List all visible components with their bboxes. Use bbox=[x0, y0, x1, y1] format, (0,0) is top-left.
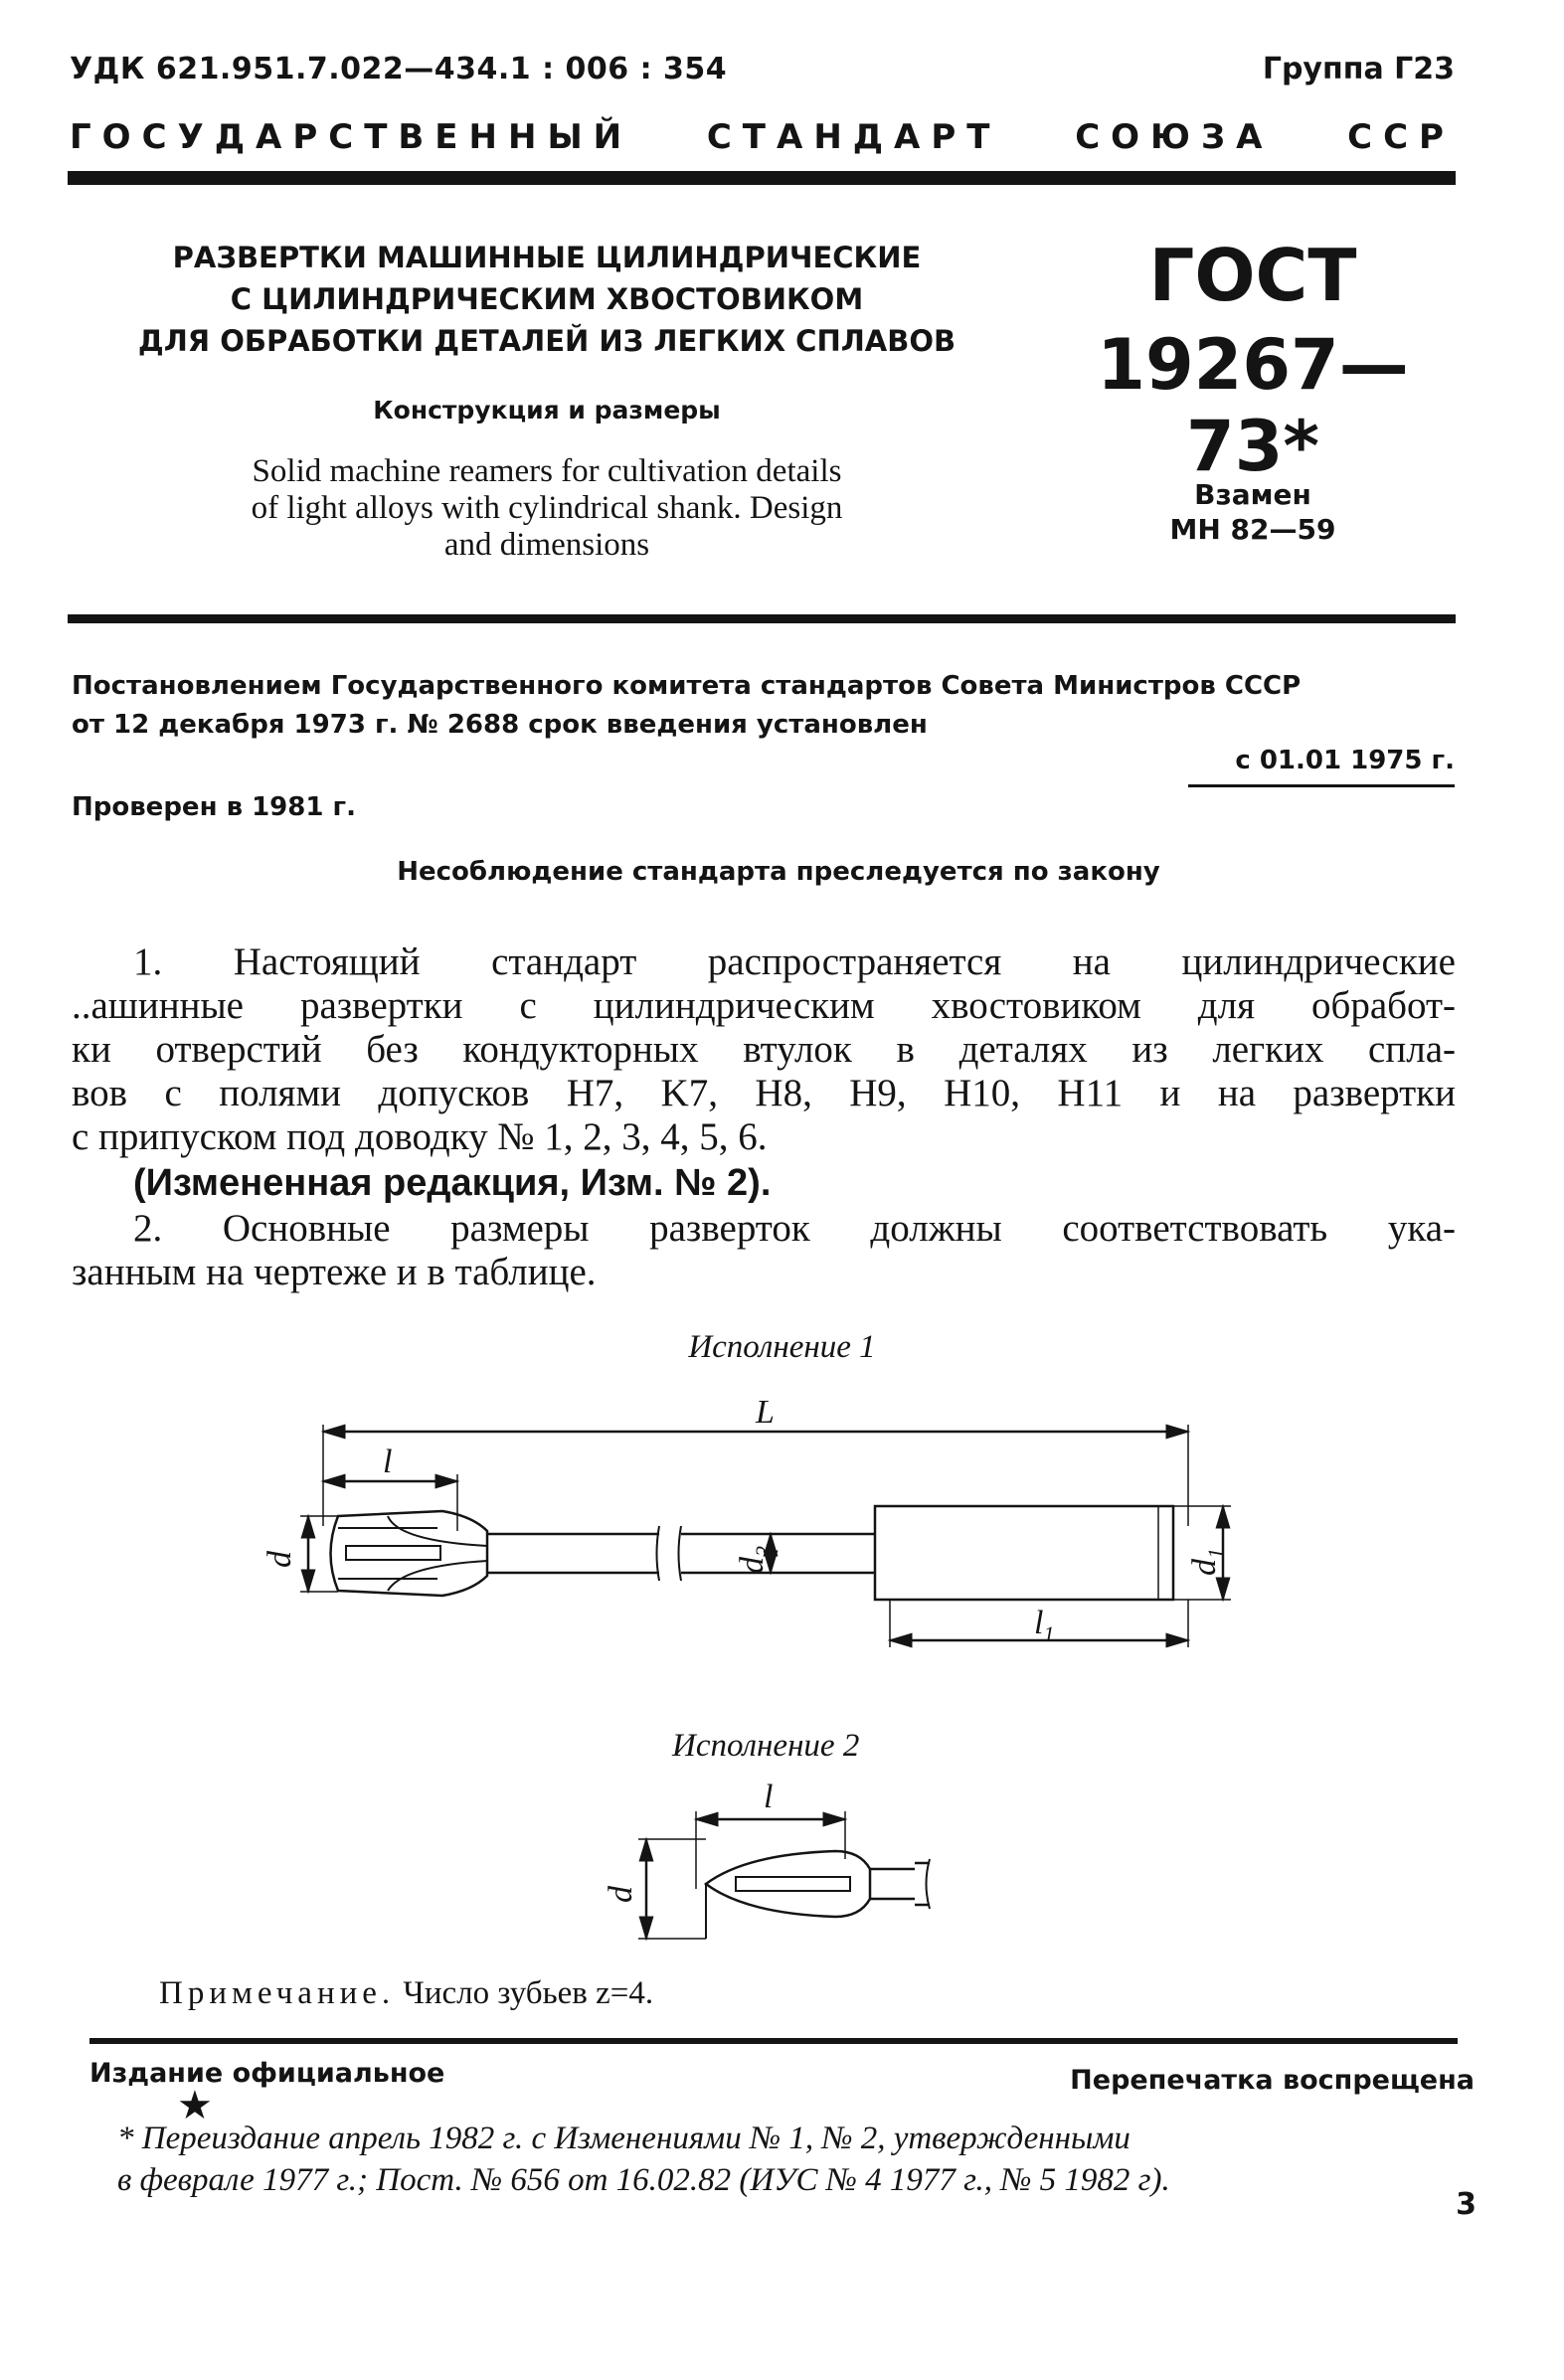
replaces-label: Взамен bbox=[1194, 478, 1311, 511]
cutting-part-variant-2 bbox=[706, 1851, 870, 1917]
footnote-line-2: в феврале 1977 г.; Пост. № 656 от 16.02.82 (ИУС № 4 1977 г., № 5 1982 г). bbox=[117, 2162, 1170, 2198]
middle-rule bbox=[68, 614, 1456, 623]
label-d1-sub: 1 bbox=[1203, 1548, 1228, 1559]
label-L: L bbox=[756, 1397, 775, 1431]
cutting-part bbox=[331, 1511, 488, 1596]
band-word-1: ГОСУДАРСТВЕННЫЙ bbox=[70, 117, 633, 157]
page-number: 3 bbox=[1456, 2187, 1477, 2222]
footnote-line-1: * Переиздание апрель 1982 г. с Изменениями № 1, № 2, утвержденными bbox=[117, 2121, 1130, 2156]
paragraph-1-line-4: вов с полями допусков H7, K7, H8, H9, H10, H11 и на развертки bbox=[72, 1072, 1456, 1114]
gost-label: ГОСТ bbox=[1148, 234, 1357, 317]
note bbox=[159, 1975, 653, 2012]
english-title-line-2: of light alloys with cylindrical shank. Design bbox=[251, 490, 843, 526]
document-title bbox=[99, 237, 994, 362]
label-l1-sub: 1 bbox=[1043, 1621, 1055, 1646]
title-line-3: ДЛЯ ОБРАБОТКИ ДЕТАЛЕЙ ИЗ ЛЕГКИХ СПЛАВОВ bbox=[137, 324, 956, 358]
label-d-variant-2: d bbox=[603, 1886, 639, 1903]
label-l1-main: l bbox=[1034, 1605, 1044, 1641]
band-word-3: СОЮЗА bbox=[1075, 117, 1274, 157]
paragraph-1-line-2: ..ашинные развертки с цилиндрическим хвостовиком для обработ- bbox=[72, 984, 1456, 1027]
udk-code: УДК 621.951.7.022—434.1 : 006 : 354 bbox=[70, 52, 728, 86]
paragraph-1-line-3: ки отверстий без кондукторных втулок в деталях из легких спла- bbox=[72, 1028, 1456, 1071]
official-edition: Издание официальное bbox=[89, 2058, 445, 2089]
label-l1 bbox=[1034, 1605, 1054, 1646]
top-rule bbox=[68, 171, 1456, 185]
reprint-prohibited: Перепечатка воспрещена bbox=[1070, 2065, 1475, 2096]
band-word-4: ССР bbox=[1347, 117, 1455, 157]
reamer-drawing-variant-1 bbox=[239, 1397, 1293, 1665]
english-title-line-1: Solid machine reamers for cultivation details bbox=[252, 453, 842, 489]
note-prefix: Примечание. bbox=[159, 1975, 396, 2011]
label-d: d bbox=[261, 1551, 298, 1568]
reamer-drawing-variant-2 bbox=[587, 1780, 984, 1968]
amendment-note: (Измененная редакция, Изм. № 2). bbox=[133, 1162, 772, 1204]
gost-number: 19267—73* bbox=[1097, 324, 1409, 487]
document-subtitle: Конструкция и размеры bbox=[373, 396, 721, 425]
label-d2-sub: 2 bbox=[751, 1546, 776, 1557]
paragraph-1-line-1: 1. Настоящий стандарт распространяется на цилиндрические bbox=[133, 940, 1456, 983]
paragraph-2 bbox=[72, 1207, 1456, 1294]
label-d1-main: d bbox=[1186, 1559, 1223, 1576]
band-word-2: СТАНДАРТ bbox=[706, 117, 1001, 157]
paragraph-1 bbox=[72, 940, 1456, 1159]
label-d2-main: d bbox=[734, 1557, 771, 1574]
decree-line-2: от 12 декабря 1973 г. № 2688 срок введения установлен bbox=[72, 710, 928, 740]
paragraph-2-line-2: занным на чертеже и в таблице. bbox=[72, 1251, 597, 1293]
footnote bbox=[117, 2118, 1470, 2201]
note-text: Число зубьев z=4. bbox=[395, 1975, 654, 2011]
label-l: l bbox=[383, 1444, 393, 1480]
english-title-line-3: and dimensions bbox=[443, 527, 650, 563]
replaces-value: МН 82—59 bbox=[1169, 513, 1336, 546]
paragraph-2-line-1: 2. Основные размеры разверток должны соответствовать ука- bbox=[133, 1207, 1456, 1250]
star-icon: ★ bbox=[177, 2083, 213, 2128]
title-line-2: С ЦИЛИНДРИЧЕСКИМ ХВОСТОВИКОМ bbox=[230, 282, 864, 316]
label-l-variant-2: l bbox=[764, 1780, 774, 1815]
bottom-rule bbox=[89, 2038, 1458, 2044]
replaces-block bbox=[1054, 477, 1452, 547]
effective-date-underline bbox=[1188, 784, 1455, 787]
law-notice: Несоблюдение стандарта преследуется по закону bbox=[397, 857, 1160, 887]
effective-date: с 01.01 1975 г. bbox=[1235, 746, 1455, 775]
shank bbox=[875, 1506, 1173, 1600]
decree-line-1: Постановлением Государственного комитета стандартов Совета Министров СССР bbox=[72, 671, 1302, 701]
label-d2 bbox=[734, 1546, 776, 1574]
checked-year: Проверен в 1981 г. bbox=[72, 792, 356, 822]
variant-2-caption: Исполнение 2 bbox=[672, 1728, 860, 1764]
group-code: Группа Г23 bbox=[1262, 52, 1455, 86]
title-line-1: РАЗВЕРТКИ МАШИННЫЕ ЦИЛИНДРИЧЕСКИЕ bbox=[172, 241, 922, 274]
paragraph-1-line-5: с припуском под доводку № 1, 2, 3, 4, 5, 6. bbox=[72, 1115, 768, 1158]
english-title bbox=[149, 453, 945, 564]
variant-1-caption: Исполнение 1 bbox=[688, 1329, 876, 1365]
standard-band-title bbox=[70, 117, 1455, 157]
label-d1 bbox=[1186, 1548, 1228, 1576]
